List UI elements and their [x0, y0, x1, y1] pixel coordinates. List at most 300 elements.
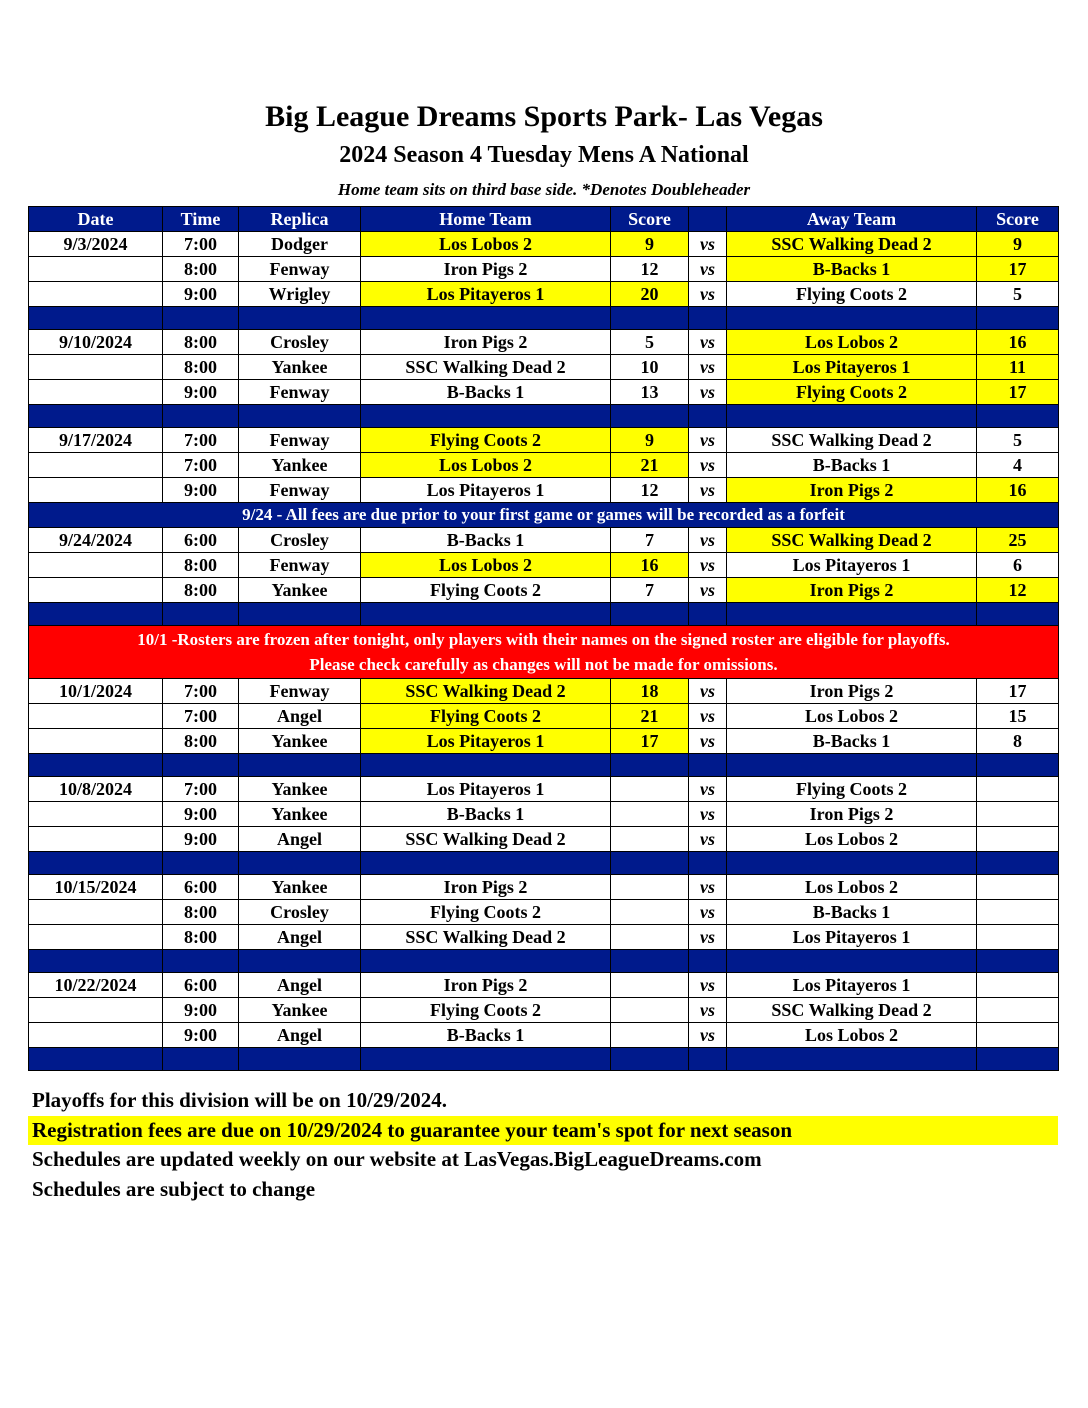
away-score-cell — [977, 802, 1059, 827]
header-row — [29, 207, 1059, 232]
away-score-cell — [977, 925, 1059, 950]
spacer-row — [29, 405, 1059, 428]
away-team-cell: Los Lobos 2 — [727, 330, 977, 355]
table-row — [29, 802, 1059, 827]
replica-cell: Fenway — [239, 257, 361, 282]
date-cell — [29, 553, 163, 578]
replica-cell: Angel — [239, 1023, 361, 1048]
date-cell — [29, 355, 163, 380]
vs-cell: vs — [689, 998, 727, 1023]
date-cell — [29, 282, 163, 307]
home-score-cell: 7 — [611, 578, 689, 603]
vs-cell: vs — [689, 330, 727, 355]
spacer-cell — [361, 754, 611, 777]
home-score-cell: 7 — [611, 528, 689, 553]
time-cell: 7:00 — [163, 679, 239, 704]
date-cell — [29, 729, 163, 754]
time-cell: 9:00 — [163, 478, 239, 503]
home-team-cell: Iron Pigs 2 — [361, 257, 611, 282]
home-score-cell: 10 — [611, 355, 689, 380]
spacer-cell — [977, 1048, 1059, 1071]
date-cell — [29, 704, 163, 729]
header-away-score: Score — [977, 207, 1059, 232]
date-cell — [29, 380, 163, 405]
replica-cell: Yankee — [239, 802, 361, 827]
home-team-cell: Los Pitayeros 1 — [361, 729, 611, 754]
home-team-cell: B-Backs 1 — [361, 802, 611, 827]
replica-cell: Yankee — [239, 578, 361, 603]
date-cell: 9/10/2024 — [29, 330, 163, 355]
home-score-cell — [611, 827, 689, 852]
away-score-cell: 5 — [977, 428, 1059, 453]
spacer-cell — [727, 1048, 977, 1071]
home-team-cell: Flying Coots 2 — [361, 704, 611, 729]
page-title: Big League Dreams Sports Park- Las Vegas — [265, 100, 823, 133]
date-cell: 9/3/2024 — [29, 232, 163, 257]
spacer-row — [29, 603, 1059, 626]
away-team-cell: B-Backs 1 — [727, 900, 977, 925]
spacer-row — [29, 307, 1059, 330]
header-home-score: Score — [611, 207, 689, 232]
spacer-cell — [239, 603, 361, 626]
vs-cell: vs — [689, 478, 727, 503]
away-score-cell: 11 — [977, 355, 1059, 380]
vs-cell: vs — [689, 827, 727, 852]
spacer-cell — [611, 307, 689, 330]
time-cell: 8:00 — [163, 900, 239, 925]
table-row — [29, 827, 1059, 852]
spacer-row — [29, 754, 1059, 777]
vs-cell: vs — [689, 257, 727, 282]
spacer-cell — [239, 852, 361, 875]
away-team-cell: Los Pitayeros 1 — [727, 355, 977, 380]
spacer-cell — [361, 307, 611, 330]
home-team-cell: Iron Pigs 2 — [361, 875, 611, 900]
replica-cell: Fenway — [239, 380, 361, 405]
spacer-cell — [727, 754, 977, 777]
away-score-cell: 5 — [977, 282, 1059, 307]
spacer-cell — [29, 852, 163, 875]
date-cell — [29, 578, 163, 603]
table-row — [29, 453, 1059, 478]
home-score-cell: 17 — [611, 729, 689, 754]
away-score-cell — [977, 777, 1059, 802]
home-team-cell: Flying Coots 2 — [361, 900, 611, 925]
time-cell: 9:00 — [163, 998, 239, 1023]
time-cell: 7:00 — [163, 704, 239, 729]
spacer-cell — [29, 405, 163, 428]
spacer-cell — [977, 950, 1059, 973]
spacer-cell — [727, 307, 977, 330]
table-row — [29, 553, 1059, 578]
table-row — [29, 998, 1059, 1023]
home-team-cell: Los Pitayeros 1 — [361, 777, 611, 802]
away-team-cell: B-Backs 1 — [727, 729, 977, 754]
vs-cell: vs — [689, 875, 727, 900]
vs-cell: vs — [689, 528, 727, 553]
away-team-cell: Los Lobos 2 — [727, 704, 977, 729]
away-team-cell: Iron Pigs 2 — [727, 478, 977, 503]
table-row — [29, 679, 1059, 704]
table-row — [29, 257, 1059, 282]
table-row — [29, 355, 1059, 380]
spacer-cell — [689, 603, 727, 626]
away-team-cell: SSC Walking Dead 2 — [727, 232, 977, 257]
spacer-cell — [361, 405, 611, 428]
home-score-cell — [611, 973, 689, 998]
replica-cell: Yankee — [239, 875, 361, 900]
time-cell: 9:00 — [163, 282, 239, 307]
replica-cell: Crosley — [239, 330, 361, 355]
spacer-cell — [689, 754, 727, 777]
away-team-cell: SSC Walking Dead 2 — [727, 998, 977, 1023]
away-score-cell: 16 — [977, 330, 1059, 355]
spacer-cell — [977, 405, 1059, 428]
away-score-cell: 9 — [977, 232, 1059, 257]
away-team-cell: Los Lobos 2 — [727, 875, 977, 900]
vs-cell: vs — [689, 232, 727, 257]
footer-line: Registration fees are due on 10/29/2024 to guarantee your team's spot for next season — [28, 1116, 1058, 1145]
date-cell: 10/15/2024 — [29, 875, 163, 900]
away-score-cell: 17 — [977, 380, 1059, 405]
replica-cell: Yankee — [239, 777, 361, 802]
spacer-cell — [977, 852, 1059, 875]
home-score-cell: 13 — [611, 380, 689, 405]
time-cell: 6:00 — [163, 528, 239, 553]
table-row — [29, 330, 1059, 355]
date-cell — [29, 827, 163, 852]
header-replica: Replica — [239, 207, 361, 232]
table-row — [29, 528, 1059, 553]
spacer-cell — [611, 603, 689, 626]
table-row — [29, 973, 1059, 998]
date-cell — [29, 925, 163, 950]
table-row — [29, 875, 1059, 900]
home-team-cell: Iron Pigs 2 — [361, 330, 611, 355]
home-score-cell: 5 — [611, 330, 689, 355]
spacer-cell — [163, 950, 239, 973]
spacer-cell — [29, 603, 163, 626]
home-score-cell: 21 — [611, 453, 689, 478]
spacer-cell — [689, 307, 727, 330]
table-row — [29, 925, 1059, 950]
away-team-cell: Los Pitayeros 1 — [727, 925, 977, 950]
vs-cell: vs — [689, 453, 727, 478]
vs-cell: vs — [689, 777, 727, 802]
spacer-cell — [977, 754, 1059, 777]
away-score-cell: 17 — [977, 257, 1059, 282]
date-cell — [29, 998, 163, 1023]
time-cell: 7:00 — [163, 777, 239, 802]
home-score-cell — [611, 802, 689, 827]
schedule-table — [28, 206, 1059, 1071]
roster-alert-line2: Please check carefully as changes will not be made for omissions. — [309, 655, 778, 674]
roster-alert-line1: 10/1 -Rosters are frozen after tonight, only players with their names on the signed roster are eligible for playoffs. — [137, 630, 950, 649]
notice-row — [29, 503, 1059, 528]
date-cell — [29, 257, 163, 282]
away-team-cell: Los Pitayeros 1 — [727, 553, 977, 578]
time-cell: 8:00 — [163, 257, 239, 282]
date-cell — [29, 802, 163, 827]
home-score-cell: 12 — [611, 257, 689, 282]
home-score-cell: 18 — [611, 679, 689, 704]
replica-cell: Crosley — [239, 528, 361, 553]
spacer-cell — [361, 1048, 611, 1071]
time-cell: 6:00 — [163, 973, 239, 998]
replica-cell: Fenway — [239, 428, 361, 453]
home-score-cell: 9 — [611, 232, 689, 257]
away-team-cell: Los Lobos 2 — [727, 1023, 977, 1048]
time-cell: 6:00 — [163, 875, 239, 900]
replica-cell: Angel — [239, 704, 361, 729]
home-team-cell: SSC Walking Dead 2 — [361, 679, 611, 704]
spacer-cell — [163, 307, 239, 330]
home-team-cell: SSC Walking Dead 2 — [361, 355, 611, 380]
time-cell: 9:00 — [163, 802, 239, 827]
away-score-cell — [977, 973, 1059, 998]
header-home-team: Home Team — [361, 207, 611, 232]
replica-cell: Wrigley — [239, 282, 361, 307]
replica-cell: Fenway — [239, 553, 361, 578]
spacer-cell — [163, 754, 239, 777]
date-cell: 9/24/2024 — [29, 528, 163, 553]
time-cell: 9:00 — [163, 827, 239, 852]
time-cell: 7:00 — [163, 453, 239, 478]
away-team-cell: B-Backs 1 — [727, 453, 977, 478]
date-cell — [29, 453, 163, 478]
date-cell: 9/17/2024 — [29, 428, 163, 453]
home-team-cell: Flying Coots 2 — [361, 428, 611, 453]
header-time: Time — [163, 207, 239, 232]
away-score-cell: 16 — [977, 478, 1059, 503]
home-score-cell: 20 — [611, 282, 689, 307]
replica-cell: Dodger — [239, 232, 361, 257]
table-row — [29, 578, 1059, 603]
home-team-cell: SSC Walking Dead 2 — [361, 827, 611, 852]
away-score-cell: 12 — [977, 578, 1059, 603]
table-row — [29, 282, 1059, 307]
away-score-cell: 25 — [977, 528, 1059, 553]
home-team-cell: Flying Coots 2 — [361, 998, 611, 1023]
spacer-cell — [689, 1048, 727, 1071]
spacer-cell — [727, 852, 977, 875]
spacer-cell — [29, 950, 163, 973]
vs-cell: vs — [689, 704, 727, 729]
spacer-cell — [239, 405, 361, 428]
away-team-cell: Flying Coots 2 — [727, 282, 977, 307]
table-row — [29, 1023, 1059, 1048]
table-row — [29, 428, 1059, 453]
away-team-cell: B-Backs 1 — [727, 257, 977, 282]
spacer-cell — [163, 405, 239, 428]
away-team-cell: Iron Pigs 2 — [727, 578, 977, 603]
vs-cell: vs — [689, 578, 727, 603]
time-cell: 8:00 — [163, 330, 239, 355]
schedule-note: Home team sits on third base side. *Denotes Doubleheader — [337, 180, 751, 199]
vs-cell: vs — [689, 729, 727, 754]
vs-cell: vs — [689, 900, 727, 925]
vs-cell: vs — [689, 1023, 727, 1048]
spacer-cell — [611, 754, 689, 777]
home-team-cell: Los Pitayeros 1 — [361, 282, 611, 307]
spacer-cell — [29, 1048, 163, 1071]
replica-cell: Angel — [239, 827, 361, 852]
spacer-cell — [239, 307, 361, 330]
home-team-cell: B-Backs 1 — [361, 528, 611, 553]
replica-cell: Yankee — [239, 453, 361, 478]
home-score-cell: 16 — [611, 553, 689, 578]
table-row — [29, 777, 1059, 802]
away-score-cell — [977, 875, 1059, 900]
vs-cell: vs — [689, 925, 727, 950]
away-team-cell: Los Pitayeros 1 — [727, 973, 977, 998]
vs-cell: vs — [689, 553, 727, 578]
away-team-cell: Flying Coots 2 — [727, 380, 977, 405]
away-score-cell: 4 — [977, 453, 1059, 478]
alert-row — [29, 626, 1059, 679]
spacer-cell — [239, 950, 361, 973]
spacer-cell — [977, 603, 1059, 626]
date-cell — [29, 478, 163, 503]
replica-cell: Angel — [239, 973, 361, 998]
schedule-body — [29, 232, 1059, 1071]
home-score-cell — [611, 777, 689, 802]
away-team-cell: Flying Coots 2 — [727, 777, 977, 802]
spacer-row — [29, 950, 1059, 973]
table-row — [29, 900, 1059, 925]
spacer-cell — [689, 950, 727, 973]
home-team-cell: Flying Coots 2 — [361, 578, 611, 603]
time-cell: 7:00 — [163, 428, 239, 453]
spacer-cell — [727, 405, 977, 428]
date-cell — [29, 900, 163, 925]
time-cell: 8:00 — [163, 578, 239, 603]
spacer-cell — [689, 852, 727, 875]
roster-alert — [29, 626, 1059, 679]
table-row — [29, 232, 1059, 257]
away-team-cell: Iron Pigs 2 — [727, 802, 977, 827]
footer-line: Schedules are updated weekly on our website at LasVegas.BigLeagueDreams.com — [32, 1147, 762, 1171]
spacer-cell — [689, 405, 727, 428]
home-team-cell: Los Lobos 2 — [361, 453, 611, 478]
table-row — [29, 704, 1059, 729]
spacer-cell — [611, 1048, 689, 1071]
table-row — [29, 729, 1059, 754]
spacer-cell — [361, 603, 611, 626]
spacer-cell — [727, 603, 977, 626]
replica-cell: Yankee — [239, 355, 361, 380]
table-row — [29, 380, 1059, 405]
home-score-cell — [611, 1023, 689, 1048]
date-cell: 10/8/2024 — [29, 777, 163, 802]
time-cell: 9:00 — [163, 380, 239, 405]
page-subtitle: 2024 Season 4 Tuesday Mens A National — [339, 142, 749, 168]
home-score-cell — [611, 998, 689, 1023]
home-team-cell: B-Backs 1 — [361, 380, 611, 405]
away-score-cell — [977, 998, 1059, 1023]
vs-cell: vs — [689, 802, 727, 827]
footer-line: Playoffs for this division will be on 10/29/2024. — [32, 1088, 447, 1112]
replica-cell: Crosley — [239, 900, 361, 925]
away-score-cell: 8 — [977, 729, 1059, 754]
header-vs — [689, 207, 727, 232]
home-team-cell: Los Lobos 2 — [361, 232, 611, 257]
spacer-cell — [361, 852, 611, 875]
spacer-cell — [163, 852, 239, 875]
home-score-cell — [611, 875, 689, 900]
home-team-cell: SSC Walking Dead 2 — [361, 925, 611, 950]
vs-cell: vs — [689, 355, 727, 380]
date-cell: 10/1/2024 — [29, 679, 163, 704]
spacer-cell — [361, 950, 611, 973]
replica-cell: Yankee — [239, 729, 361, 754]
footer-line: Schedules are subject to change — [32, 1176, 316, 1201]
time-cell: 8:00 — [163, 553, 239, 578]
vs-cell: vs — [689, 282, 727, 307]
spacer-cell — [611, 950, 689, 973]
time-cell: 8:00 — [163, 925, 239, 950]
spacer-cell — [611, 405, 689, 428]
away-team-cell: Iron Pigs 2 — [727, 679, 977, 704]
away-score-cell — [977, 900, 1059, 925]
spacer-cell — [29, 307, 163, 330]
home-score-cell: 9 — [611, 428, 689, 453]
vs-cell: vs — [689, 380, 727, 405]
header-date: Date — [29, 207, 163, 232]
spacer-row — [29, 852, 1059, 875]
home-score-cell — [611, 900, 689, 925]
spacer-cell — [727, 950, 977, 973]
time-cell: 8:00 — [163, 729, 239, 754]
replica-cell: Fenway — [239, 679, 361, 704]
vs-cell: vs — [689, 679, 727, 704]
date-cell — [29, 1023, 163, 1048]
away-score-cell — [977, 1023, 1059, 1048]
home-team-cell: Los Lobos 2 — [361, 553, 611, 578]
replica-cell: Yankee — [239, 998, 361, 1023]
away-score-cell — [977, 827, 1059, 852]
home-score-cell — [611, 925, 689, 950]
spacer-row — [29, 1048, 1059, 1071]
away-score-cell: 17 — [977, 679, 1059, 704]
spacer-cell — [163, 1048, 239, 1071]
home-score-cell: 12 — [611, 478, 689, 503]
header-away-team: Away Team — [727, 207, 977, 232]
time-cell: 9:00 — [163, 1023, 239, 1048]
home-team-cell: B-Backs 1 — [361, 1023, 611, 1048]
replica-cell: Fenway — [239, 478, 361, 503]
table-row — [29, 478, 1059, 503]
away-score-cell: 6 — [977, 553, 1059, 578]
time-cell: 7:00 — [163, 232, 239, 257]
away-team-cell: SSC Walking Dead 2 — [727, 428, 977, 453]
vs-cell: vs — [689, 973, 727, 998]
away-score-cell: 15 — [977, 704, 1059, 729]
spacer-cell — [163, 603, 239, 626]
home-team-cell: Los Pitayeros 1 — [361, 478, 611, 503]
fees-notice: 9/24 - All fees are due prior to your first game or games will be recorded as a forfeit — [29, 503, 1059, 528]
spacer-cell — [239, 1048, 361, 1071]
home-team-cell: Iron Pigs 2 — [361, 973, 611, 998]
spacer-cell — [239, 754, 361, 777]
spacer-cell — [977, 307, 1059, 330]
time-cell: 8:00 — [163, 355, 239, 380]
away-team-cell: SSC Walking Dead 2 — [727, 528, 977, 553]
home-score-cell: 21 — [611, 704, 689, 729]
vs-cell: vs — [689, 428, 727, 453]
spacer-cell — [611, 852, 689, 875]
date-cell: 10/22/2024 — [29, 973, 163, 998]
